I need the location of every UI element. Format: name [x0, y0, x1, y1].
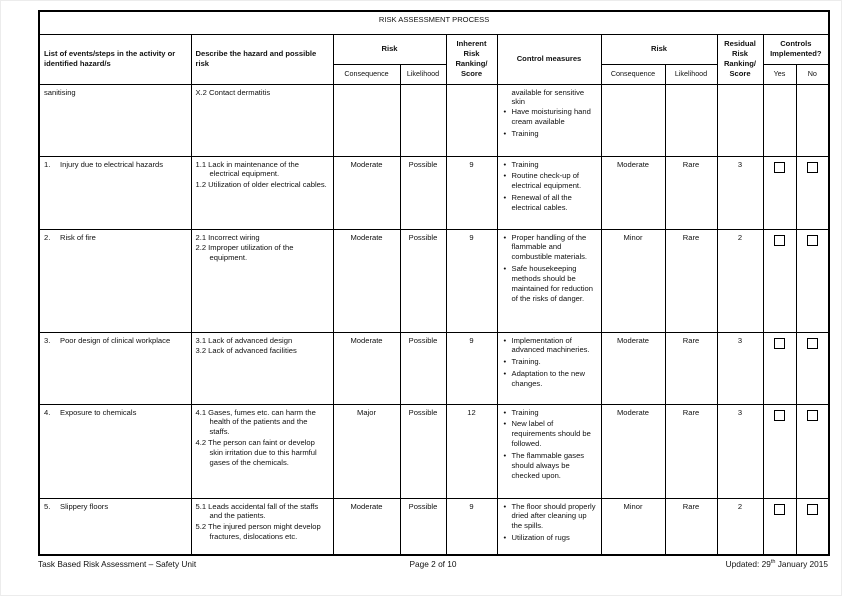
- yes-checkbox[interactable]: [774, 162, 785, 173]
- table-row-electrical-hazards: [39, 156, 829, 229]
- list-item: • Training: [502, 129, 597, 139]
- event-text: Exposure to chemicals: [60, 407, 137, 417]
- no-checkbox[interactable]: [807, 410, 818, 421]
- control-measures-cell: [497, 156, 601, 229]
- no-checkbox[interactable]: [807, 338, 818, 349]
- consequence-inherent-cell: Moderate: [333, 332, 400, 404]
- hazard-cell: [191, 498, 333, 555]
- consequence-residual-cell: Moderate: [601, 332, 665, 404]
- event-cell: [39, 404, 191, 498]
- hazard-list: [196, 502, 329, 542]
- col-header-hazard: Describe the hazard and possible risk: [191, 34, 333, 84]
- col-header-likelihood-inherent: Likelihood: [400, 64, 446, 84]
- control-measures-cell: [497, 498, 601, 555]
- yes-cell: [763, 84, 796, 156]
- event-text: Risk of fire: [60, 232, 96, 242]
- yes-cell: [763, 498, 796, 555]
- residual-score-cell: 2: [717, 229, 763, 332]
- col-header-consequence-residual: Consequence: [601, 64, 665, 84]
- consequence-residual-cell: Minor: [601, 498, 665, 555]
- inherent-score-cell: 9: [446, 332, 497, 404]
- inherent-score-cell: 9: [446, 229, 497, 332]
- hazard-cell: [191, 156, 333, 229]
- likelihood-inherent-cell: Possible: [400, 498, 446, 555]
- list-item: 4.2 The person can faint or develop skin irritation due to this harmful gases of the chemicals.: [195, 438, 317, 467]
- residual-score-cell: 3: [717, 156, 763, 229]
- likelihood-residual-cell: Rare: [665, 498, 717, 555]
- residual-score-cell: 3: [717, 332, 763, 404]
- residual-score-cell: 3: [717, 404, 763, 498]
- yes-checkbox[interactable]: [774, 504, 785, 515]
- control-measures-cell: [497, 332, 601, 404]
- event-text: sanitising: [44, 87, 76, 97]
- event-text: Injury due to electrical hazards: [60, 159, 163, 169]
- no-cell: [796, 332, 829, 404]
- col-header-risk-residual: Risk: [601, 34, 717, 64]
- table-row-slippery-floors: [39, 498, 829, 555]
- likelihood-residual-cell: Rare: [665, 229, 717, 332]
- inherent-score-cell: [446, 84, 497, 156]
- table-row-poor-design: [39, 332, 829, 404]
- table-row-exposure-chemicals: [39, 404, 829, 498]
- hazard-cell: [191, 84, 333, 156]
- no-cell: [796, 156, 829, 229]
- list-item: 2.1 Incorrect wiring: [195, 232, 260, 242]
- consequence-inherent-cell: Moderate: [333, 498, 400, 555]
- likelihood-inherent-cell: Possible: [400, 332, 446, 404]
- list-item: X.2 Contact dermatitis: [195, 87, 271, 97]
- col-header-yes: Yes: [763, 64, 796, 84]
- likelihood-inherent-cell: [400, 84, 446, 156]
- consequence-residual-cell: Moderate: [601, 404, 665, 498]
- likelihood-inherent-cell: Possible: [400, 229, 446, 332]
- table-row-sanitising: [39, 84, 829, 156]
- likelihood-residual-cell: Rare: [665, 156, 717, 229]
- control-measures-cell: [497, 404, 601, 498]
- hazard-list: [196, 88, 329, 98]
- control-measures-list: [502, 107, 597, 139]
- no-checkbox[interactable]: [807, 504, 818, 515]
- consequence-inherent-cell: Moderate: [333, 229, 400, 332]
- yes-cell: [763, 229, 796, 332]
- control-measures-list: [502, 408, 597, 481]
- list-item: • Proper handling of the flammable and combustible materials.: [502, 233, 597, 263]
- control-measures-list: [502, 502, 597, 543]
- list-item: • Training: [502, 160, 597, 170]
- hazard-list: [196, 336, 329, 357]
- no-cell: [796, 84, 829, 156]
- event-cell: [39, 84, 191, 156]
- event-cell: [39, 332, 191, 404]
- hazard-list: [196, 160, 329, 191]
- col-header-residual-score: Residual Risk Ranking/ Score: [717, 34, 763, 84]
- inherent-score-cell: 12: [446, 404, 497, 498]
- yes-checkbox[interactable]: [774, 338, 785, 349]
- footer-updated-date: Updated: 29th January 2015: [725, 559, 829, 569]
- col-header-consequence-inherent: Consequence: [333, 64, 400, 84]
- consequence-residual-cell: Minor: [601, 229, 665, 332]
- event-number: 3.: [44, 335, 51, 345]
- list-item: 5.1 Leads accidental fall of the staffs and the patients.: [195, 501, 319, 521]
- col-header-likelihood-residual: Likelihood: [665, 64, 717, 84]
- ordinal-suffix: th: [770, 559, 776, 566]
- no-cell: [796, 404, 829, 498]
- consequence-inherent-cell: Moderate: [333, 156, 400, 229]
- event-cell: [39, 156, 191, 229]
- hazard-cell: [191, 229, 333, 332]
- list-item: • The flammable gases should always be checked upon.: [502, 451, 597, 481]
- inherent-score-cell: 9: [446, 156, 497, 229]
- control-measures-list: [502, 233, 597, 304]
- control-measures-list: [502, 160, 597, 213]
- list-item: 1.1 Lack in maintenance of the electrical equipment.: [195, 159, 299, 179]
- list-item: • Have moisturising hand cream available: [502, 107, 597, 127]
- likelihood-inherent-cell: Possible: [400, 156, 446, 229]
- event-cell: [39, 229, 191, 332]
- consequence-inherent-cell: [333, 84, 400, 156]
- yes-checkbox[interactable]: [774, 235, 785, 246]
- likelihood-residual-cell: Rare: [665, 404, 717, 498]
- list-item: • Routine check-up of electrical equipment.: [502, 171, 597, 191]
- consequence-residual-cell: [601, 84, 665, 156]
- event-text: Slippery floors: [60, 501, 109, 511]
- list-item: • Implementation of advanced machineries.: [502, 336, 597, 356]
- table-row-risk-of-fire: [39, 229, 829, 332]
- control-continuation-text: available for sensitive skin: [511, 87, 585, 107]
- list-item: • Training.: [502, 357, 597, 367]
- footer-page-number: Page 2 of 10: [409, 559, 457, 569]
- col-header-no: No: [796, 64, 829, 84]
- event-number: 1.: [44, 159, 51, 169]
- list-item: • Adaptation to the new changes.: [502, 369, 597, 389]
- hazard-list: [196, 233, 329, 264]
- consequence-residual-cell: Moderate: [601, 156, 665, 229]
- no-cell: [796, 498, 829, 555]
- control-measures-cell: [497, 84, 601, 156]
- control-measures-list: [502, 336, 597, 389]
- page-title: RISK ASSESSMENT PROCESS: [39, 11, 829, 34]
- list-item: 3.2 Lack of advanced facilities: [195, 346, 297, 356]
- col-header-risk-inherent: Risk: [333, 34, 446, 64]
- col-header-control-measures: Control measures: [497, 34, 601, 84]
- no-cell: [796, 229, 829, 332]
- hazard-list: [196, 408, 329, 468]
- col-header-controls-implemented: Controls Implemented?: [763, 34, 829, 64]
- residual-score-cell: 2: [717, 498, 763, 555]
- page-footer: [38, 559, 828, 569]
- list-item: 2.2 Improper utilization of the equipment.: [195, 243, 294, 263]
- list-item: 4.1 Gases, fumes etc. can harm the health of the patients and the staffs.: [195, 407, 316, 437]
- list-item: 5.2 The injured person might develop fractures, dislocations etc.: [195, 522, 321, 542]
- list-item: • Safe housekeeping methods should be maintained for reduction of the risks of danger.: [502, 264, 597, 303]
- likelihood-residual-cell: Rare: [665, 332, 717, 404]
- list-item: 3.1 Lack of advanced design: [195, 335, 293, 345]
- list-item: • New label of requirements should be followed.: [502, 419, 597, 449]
- no-checkbox[interactable]: [807, 162, 818, 173]
- hazard-cell: [191, 404, 333, 498]
- yes-cell: [763, 156, 796, 229]
- col-header-events: List of events/steps in the activity or identified hazard/s: [39, 34, 191, 84]
- table-title-row: [39, 11, 829, 34]
- residual-score-cell: [717, 84, 763, 156]
- list-item: • Renewal of all the electrical cables.: [502, 193, 597, 213]
- event-number: 2.: [44, 232, 51, 242]
- no-checkbox[interactable]: [807, 235, 818, 246]
- inherent-score-cell: 9: [446, 498, 497, 555]
- footer-document-title: Task Based Risk Assessment – Safety Unit: [38, 559, 197, 569]
- yes-checkbox[interactable]: [774, 410, 785, 421]
- list-item: 1.2 Utilization of older electrical cables.: [195, 180, 327, 190]
- list-item: • The floor should properly dried after cleaning up the spills.: [502, 502, 597, 532]
- hazard-cell: [191, 332, 333, 404]
- event-cell: [39, 498, 191, 555]
- event-text: Poor design of clinical workplace: [60, 335, 171, 345]
- likelihood-inherent-cell: Possible: [400, 404, 446, 498]
- control-measures-cell: [497, 229, 601, 332]
- event-number: 5.: [44, 501, 51, 511]
- yes-cell: [763, 404, 796, 498]
- list-item: • Training: [502, 408, 597, 418]
- event-number: 4.: [44, 407, 51, 417]
- col-header-inherent-score: Inherent Risk Ranking/ Score: [446, 34, 497, 84]
- risk-assessment-table: [38, 10, 830, 556]
- list-item: • Utilization of rugs: [502, 533, 597, 543]
- yes-cell: [763, 332, 796, 404]
- header-row-main: [39, 34, 829, 64]
- consequence-inherent-cell: Major: [333, 404, 400, 498]
- likelihood-residual-cell: [665, 84, 717, 156]
